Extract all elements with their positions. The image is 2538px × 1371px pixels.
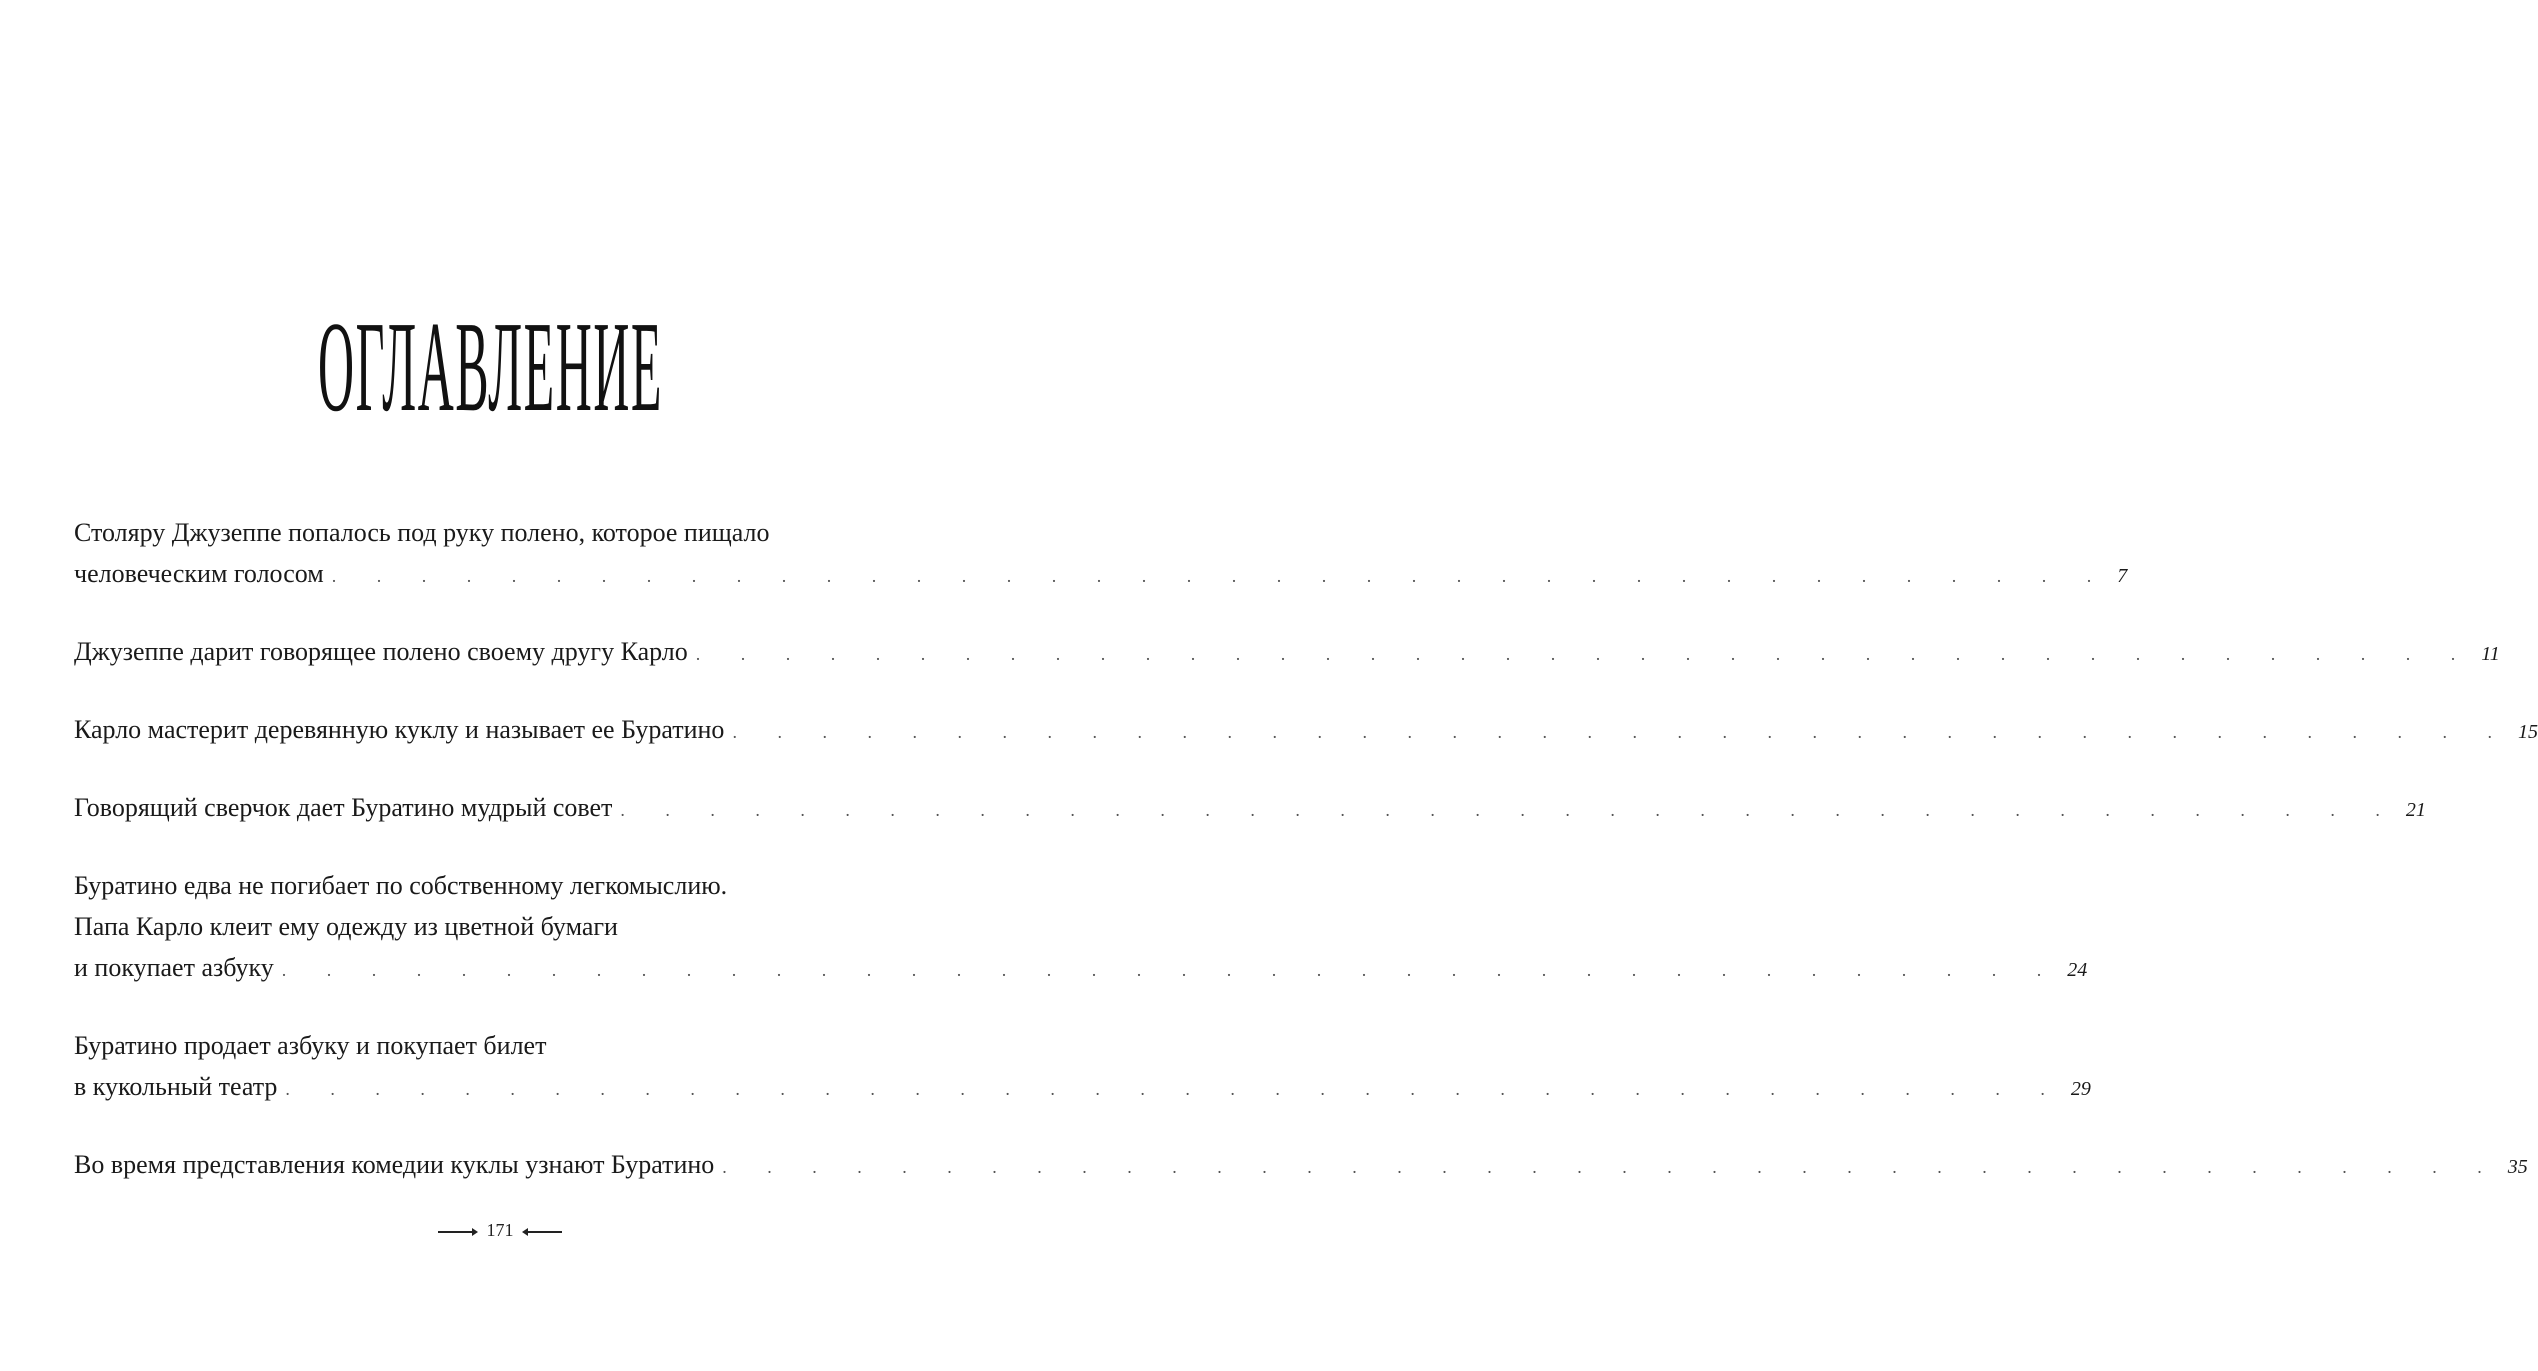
toc-entry-text-line: Буратино едва не погибает по собственному легкомыслию. <box>74 871 728 900</box>
folio-number: 171 <box>486 1220 514 1240</box>
toc-entry-text-line: Буратино продает азбуку и покупает билет <box>74 1031 547 1060</box>
toc-entry-5[interactable] <box>74 865 2088 991</box>
toc-page-number: 24 <box>2067 959 2088 981</box>
toc-entry-1[interactable] <box>74 512 2128 597</box>
toc-entry-text-line: человеческим голосом <box>74 559 324 588</box>
toc-entry-text-line: Говорящий сверчок дает Буратино мудрый совет <box>74 793 613 822</box>
toc-entry-text-line: и покупает азбуку <box>74 953 274 982</box>
toc-entry-text-line: Карло мастерит деревянную куклу и называет ее Буратино <box>74 715 725 744</box>
toc-entry-4[interactable] <box>74 787 2426 831</box>
dot-leader: . . . . . . . . . . . . . . . . . . . . . . . . . . . . . . . . . . . . . . . . <box>722 1157 2500 1177</box>
dot-leader: . . . . . . . . . . . . . . . . . . . . . . . . . . . . . . . . . . . . . . . . <box>331 566 2110 586</box>
toc-entry-6[interactable] <box>74 1025 2091 1110</box>
dot-leader: . . . . . . . . . . . . . . . . . . . . . . . . . . . . . . . . . . . . . . . . <box>281 960 2060 980</box>
toc-page-number: 29 <box>2070 1078 2091 1100</box>
toc-page-number: 11 <box>2481 643 2500 665</box>
table-of-contents <box>74 512 2538 1222</box>
dot-leader: . . . . . . . . . . . . . . . . . . . . . . . . . . . . . . . . . . . . . . . . <box>695 644 2474 664</box>
toc-page-number: 7 <box>2117 565 2128 587</box>
dot-leader: . . . . . . . . . . . . . . . . . . . . . . . . . . . . . . . . . . . . . . . . <box>285 1079 2063 1099</box>
toc-page-number: 35 <box>2507 1156 2528 1178</box>
toc-entry-7[interactable] <box>74 1144 2528 1188</box>
toc-entry-text-line: Столяру Джузеппе попалось под руку полено, которое пищало <box>74 518 770 547</box>
toc-entry-2[interactable] <box>74 631 2500 675</box>
dot-leader: . . . . . . . . . . . . . . . . . . . . . . . . . . . . . . . . . . . . . . . . <box>732 722 2510 742</box>
toc-entry-text-line: Джузеппе дарит говорящее полено своему другу Карло <box>74 637 688 666</box>
dot-leader: . . . . . . . . . . . . . . . . . . . . . . . . . . . . . . . . . . . . . . . . <box>620 800 2398 820</box>
arrow-left-icon <box>524 1231 562 1233</box>
toc-page-number: 15 <box>2517 721 2538 743</box>
toc-entry-text-line: в кукольный театр <box>74 1072 278 1101</box>
arrow-right-icon <box>438 1231 476 1233</box>
page-number-footer <box>0 1220 1000 1241</box>
toc-entry-3[interactable] <box>74 709 2538 753</box>
toc-entry-text-line: Во время представления комедии куклы узнают Буратино <box>74 1150 715 1179</box>
toc-page-number: 21 <box>2405 799 2426 821</box>
toc-entry-text-line: Папа Карло клеит ему одежду из цветной бумаги <box>74 912 618 941</box>
page-title: ОГЛАВЛЕНИЕ <box>318 294 664 439</box>
